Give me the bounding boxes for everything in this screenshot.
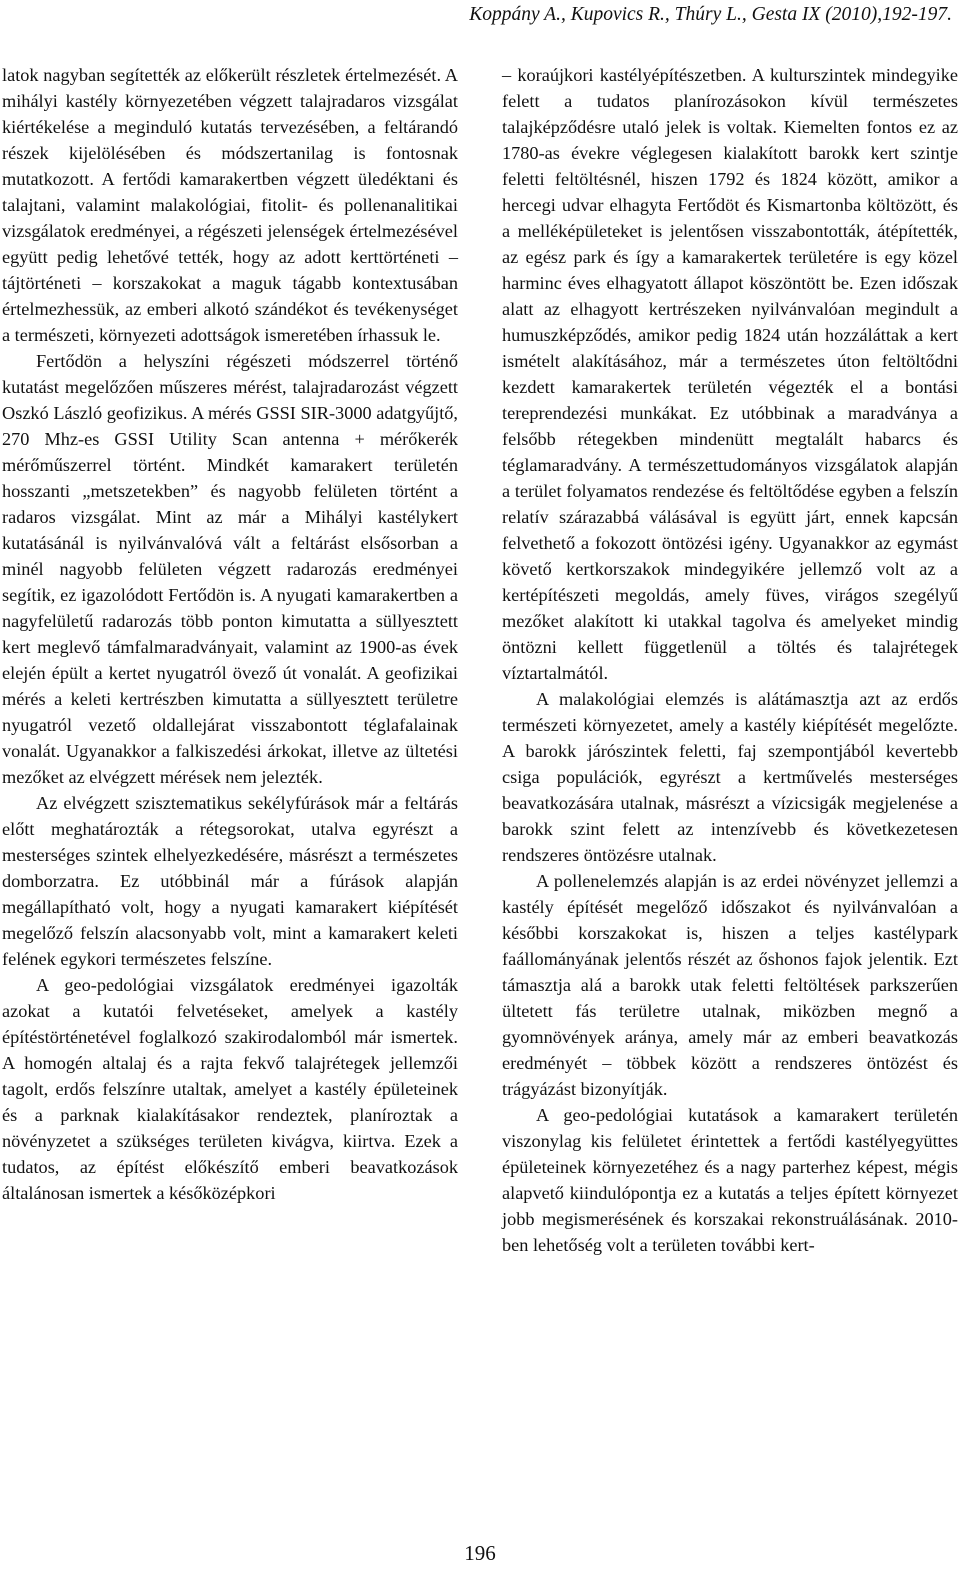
right-column: [502, 62, 958, 1258]
paragraph: Az elvégzett szisztematikus sekélyfúrások már a feltárás előtt meghatározták a rétegsorokat, utalva egyrészt a mesterséges szintek elhelyezkedésére, másrészt a természetes domborzatra. Ez utóbbinál már a fúrások alapján megállapítható volt, hogy a nyugati kamarakert kiépítését megelőző felszín alacsonyabb volt, mint a kamarakert keleti felének egykori természetes felszíne.: [2, 793, 458, 969]
paragraph: A geo-pedológiai vizsgálatok eredményei igazolták azokat a kutatói felvetéseket, amelyek a kastély építéstörténetével foglalkozó szakirodalomból már ismertek. A homogén altalaj és a rajta fekvő talajrétegek jellemzői tagolt, erdős felszínre utaltak, amelyet a kastély épületeinek és a parknak kialakításakor rendeztek, planíroztak a növényzetet a szükséges területen kivágva, kiirtva. Ezek a tudatos, az építést előkészítő emberi beavatkozások általánosan ismertek a későközépkori: [2, 975, 458, 1203]
paragraph: A pollenelemzés alapján is az erdei növényzet jellemzi a kastély építését megelőző időszakot és nyilvánvalóan a későbbi korszakokat is, hiszen a teljes kastélypark faállományának jelentős részét az őshonos fajok jelentik. Ezt támasztja alá a barokk utak feletti feltöltések parkszerűen ültetett fás területre utalnak, miközben megnő a gyomnövények aránya, amely már az emberi beavatkozás eredményét – többek között a rendszeres öntözést és trágyázást bizonyítják.: [502, 871, 958, 1099]
running-header: Koppány A., Kupovics R., Thúry L., Gesta IX (2010),192-197.: [469, 4, 952, 25]
page-number: 196: [464, 1541, 496, 1565]
paragraph: A geo-pedológiai kutatások a kamarakert területén viszonylag kis felületet érintettek a fertődi kastélyegyüttes épületeinek környezetéhez és a nagy parterhez képest, mégis alapvető kiindulópontja ez a kutatás a teljes épített környezet jobb megismerésének és korszakai rekonstruálásának. 2010-ben lehetőség volt a területen további kert-: [502, 1105, 958, 1255]
left-column: [2, 62, 458, 1206]
paragraph: Fertődön a helyszíni régészeti módszerrel történő kutatást megelőzően műszeres mérést, talajradarozást végzett Oszkó László geofizikus. A mérés GSSI SIR-3000 adatgyűjtő, 270 Mhz-es GSSI Utility Scan antenna + mérőkerék mérőműszerrel történt. Mindkét kamarakert területén hosszanti „metszetekben” és nagyobb felületen történt a radaros vizsgálat. Mint az már a Mihályi kastélykert kutatásánál is nyilvánvalóvá vált a feltárást elsősorban a minél nagyobb felületen végzett radarozás eredményei segítik, ez igazolódott Fertődön is. A nyugati kamarakertben a nagyfelületű radarozás több ponton kimutatta a süllyesztett kert meglevő támfalmaradványait, valamint az 1900-as évek elején épült a kertet nyugatról övező út vonalát. A geofizikai mérés a keleti kertrészben kimutatta a süllyesztett területre nyugatról vezető oldallejárat visszabontott téglafalainak vonalát. Ugyanakkor a falkiszedési árkokat, illetve az ültetési mezőket az elvégzett mérések nem jelezték.: [2, 351, 458, 787]
paragraph: A malakológiai elemzés is alátámasztja azt az erdős természeti környezetet, amely a kastély kiépítését megelőzte. A barokk járószintek feletti, faj szempontjából kevertebb csiga populációk, egyrészt a kertművelés mesterséges beavatkozására utalnak, másrészt a vízicsigák megjelenése a barokk szint felett az intenzívebb és következetesen rendszeres öntözésre utalnak.: [502, 689, 958, 865]
paragraph: – koraújkori kastélyépítészetben. A kulturszintek mindegyike felett a tudatos planírozásokon kívül természetes talajképződésre utaló jelek is voltak. Kiemelten fontos ez az 1780-as évekre véglegesen kialakított barokk kert szintje feletti feltöltésnél, hiszen 1792 és 1824 között, amikor a hercegi udvar elhagyta Fertődöt és Kismartonba költözött, és a melléképületeket is jelentősen visszabontották, átépítették, az egész park és így a kamarakertek területére is egy közel harminc éves elhagyatott állapot köszöntött be. Ezen időszak alatt az elhagyott kertrészeken nyilvánvalóan megindult a humuszképződés, amikor pedig 1824 után hozzáláttak a kert ismételt alakításához, már a természetes úton feltöltődni kezdett kamarakertek területén végezték el a bontási tereprendezési munkákat. Ez utóbbinak a maradványa a felsőbb rétegekben mindenütt megtalált habarcs és téglamaradvány. A természettudományos vizsgálatok alapján a terület folyamatos rendezése és feltöltődése egyben a felszín relatív szárazabbá válásával is együtt járt, ennek kapcsán felvethető a fokozott öntözési igény. Ugyanakkor az egymást követő kertkorszakok mindegyikére jellemző volt az a kertépítészeti megoldás, amely füves, virágos szegélyű mezőket alakított ki utakkal tagolva és amelyeket mindig öntözni kellett függetlenül a töltés és talajrétegek víztartalmától.: [502, 65, 958, 683]
paragraph: latok nagyban segítették az előkerült részletek értelmezését. A mihályi kastély környezetében végzett talajradaros vizsgálat kiértékelése a meginduló kutatás tervezésében, a feltárandó részek kijelölésében és módszertanilag is fontosnak mutatkozott. A fertődi kamarakertben végzett üledéktani és talajtani, valamint malakológiai, fitolit- és pollenanalitikai vizsgálatok eredményei, a régészeti jelenségek értelmezésével együtt pedig lehetővé tették, hogy az adott kerttörténeti – tájtörténeti – korszakokat a maguk tágabb kontextusában értelmezhessük, az emberi alkotó szándékot és tevékenységet a természeti, környezeti adottságok ismeretében írhassuk le.: [2, 65, 458, 345]
